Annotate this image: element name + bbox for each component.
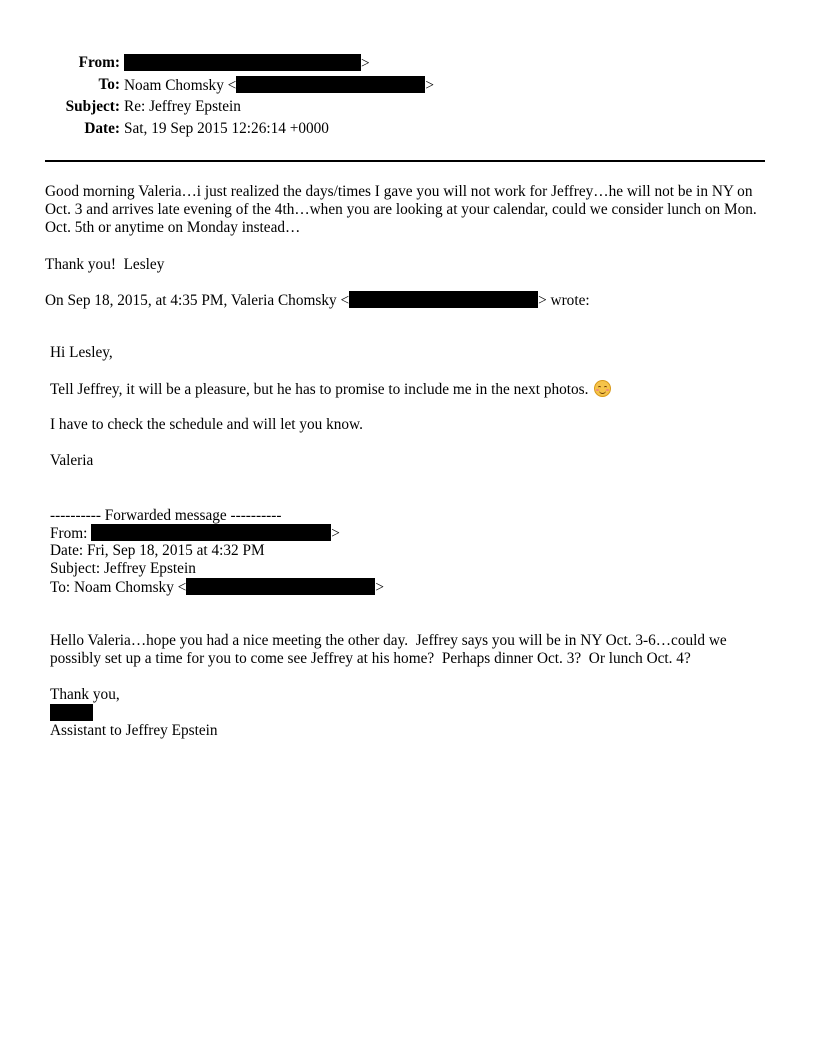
quoted-line2: I have to check the schedule and will let you know. (50, 416, 363, 433)
forwarded-date: Date: Fri, Sep 18, 2015 at 4:32 PM (50, 542, 265, 559)
quote-intro-text: On Sep 18, 2015, at 4:35 PM, Valeria Chomsky < (45, 292, 350, 309)
from-label: From: (78, 54, 120, 71)
redacted-sender-name (50, 704, 93, 721)
forwarded-to-suffix: > (375, 579, 384, 596)
redacted-block (91, 524, 331, 541)
subject-value: Re: Jeffrey Epstein (124, 98, 241, 115)
redacted-block (186, 578, 375, 595)
forwarded-from-label: From: (50, 525, 88, 542)
to-name: Noam Chomsky < (124, 77, 237, 94)
date-label: Date: (84, 120, 120, 137)
reply-signoff: Thank you! Lesley (45, 256, 165, 273)
quoted-greeting: Hi Lesley, (50, 344, 113, 361)
quoted-line1 (50, 380, 611, 399)
reply-body: Good morning Valeria…i just realized the days/times I gave you will not work for Jeffrey…he will not be in NY on Oct. 3 and arrives late evening of the 4th…when you are looking at your calendar, could we consider lunch on Mon. Oct. 5th or anytime on Monday instead… (45, 183, 757, 236)
quote-intro-suffix: > wrote: (538, 292, 590, 309)
forwarded-separator: ---------- Forwarded message ---------- (50, 507, 282, 524)
redacted-block (349, 291, 538, 308)
forwarded-sender-title: Assistant to Jeffrey Epstein (50, 722, 218, 739)
forwarded-to-prefix: To: Noam Chomsky < (50, 579, 187, 596)
date-value: Sat, 19 Sep 2015 12:26:14 +0000 (124, 120, 329, 137)
from-value (124, 54, 370, 73)
redacted-block (236, 76, 425, 93)
quote-intro (45, 291, 590, 310)
smiling-face-icon (594, 380, 611, 397)
to-value (124, 76, 434, 95)
forwarded-body: Hello Valeria…hope you had a nice meeting the other day. Jeffrey says you will be in NY Oct. 3-6…could we possibly set up a time for you to come see Jeffrey at his home? Perhaps dinner Oct. 3? Or lunch Oct. 4? (50, 632, 731, 667)
redacted-block (124, 54, 361, 71)
quoted-line1-text: Tell Jeffrey, it will be a pleasure, but he has to promise to include me in the next photos. (50, 381, 589, 398)
to-label: To: (98, 76, 120, 93)
from-suffix: > (361, 55, 370, 72)
forwarded-subject: Subject: Jeffrey Epstein (50, 560, 196, 577)
forwarded-thanks: Thank you, (50, 686, 120, 703)
forwarded-from (50, 524, 340, 543)
to-suffix: > (425, 77, 434, 94)
subject-label: Subject: (65, 98, 120, 115)
forwarded-to (50, 578, 384, 597)
header-divider (45, 160, 765, 162)
forwarded-from-suffix: > (331, 525, 340, 542)
quoted-signature: Valeria (50, 452, 94, 469)
